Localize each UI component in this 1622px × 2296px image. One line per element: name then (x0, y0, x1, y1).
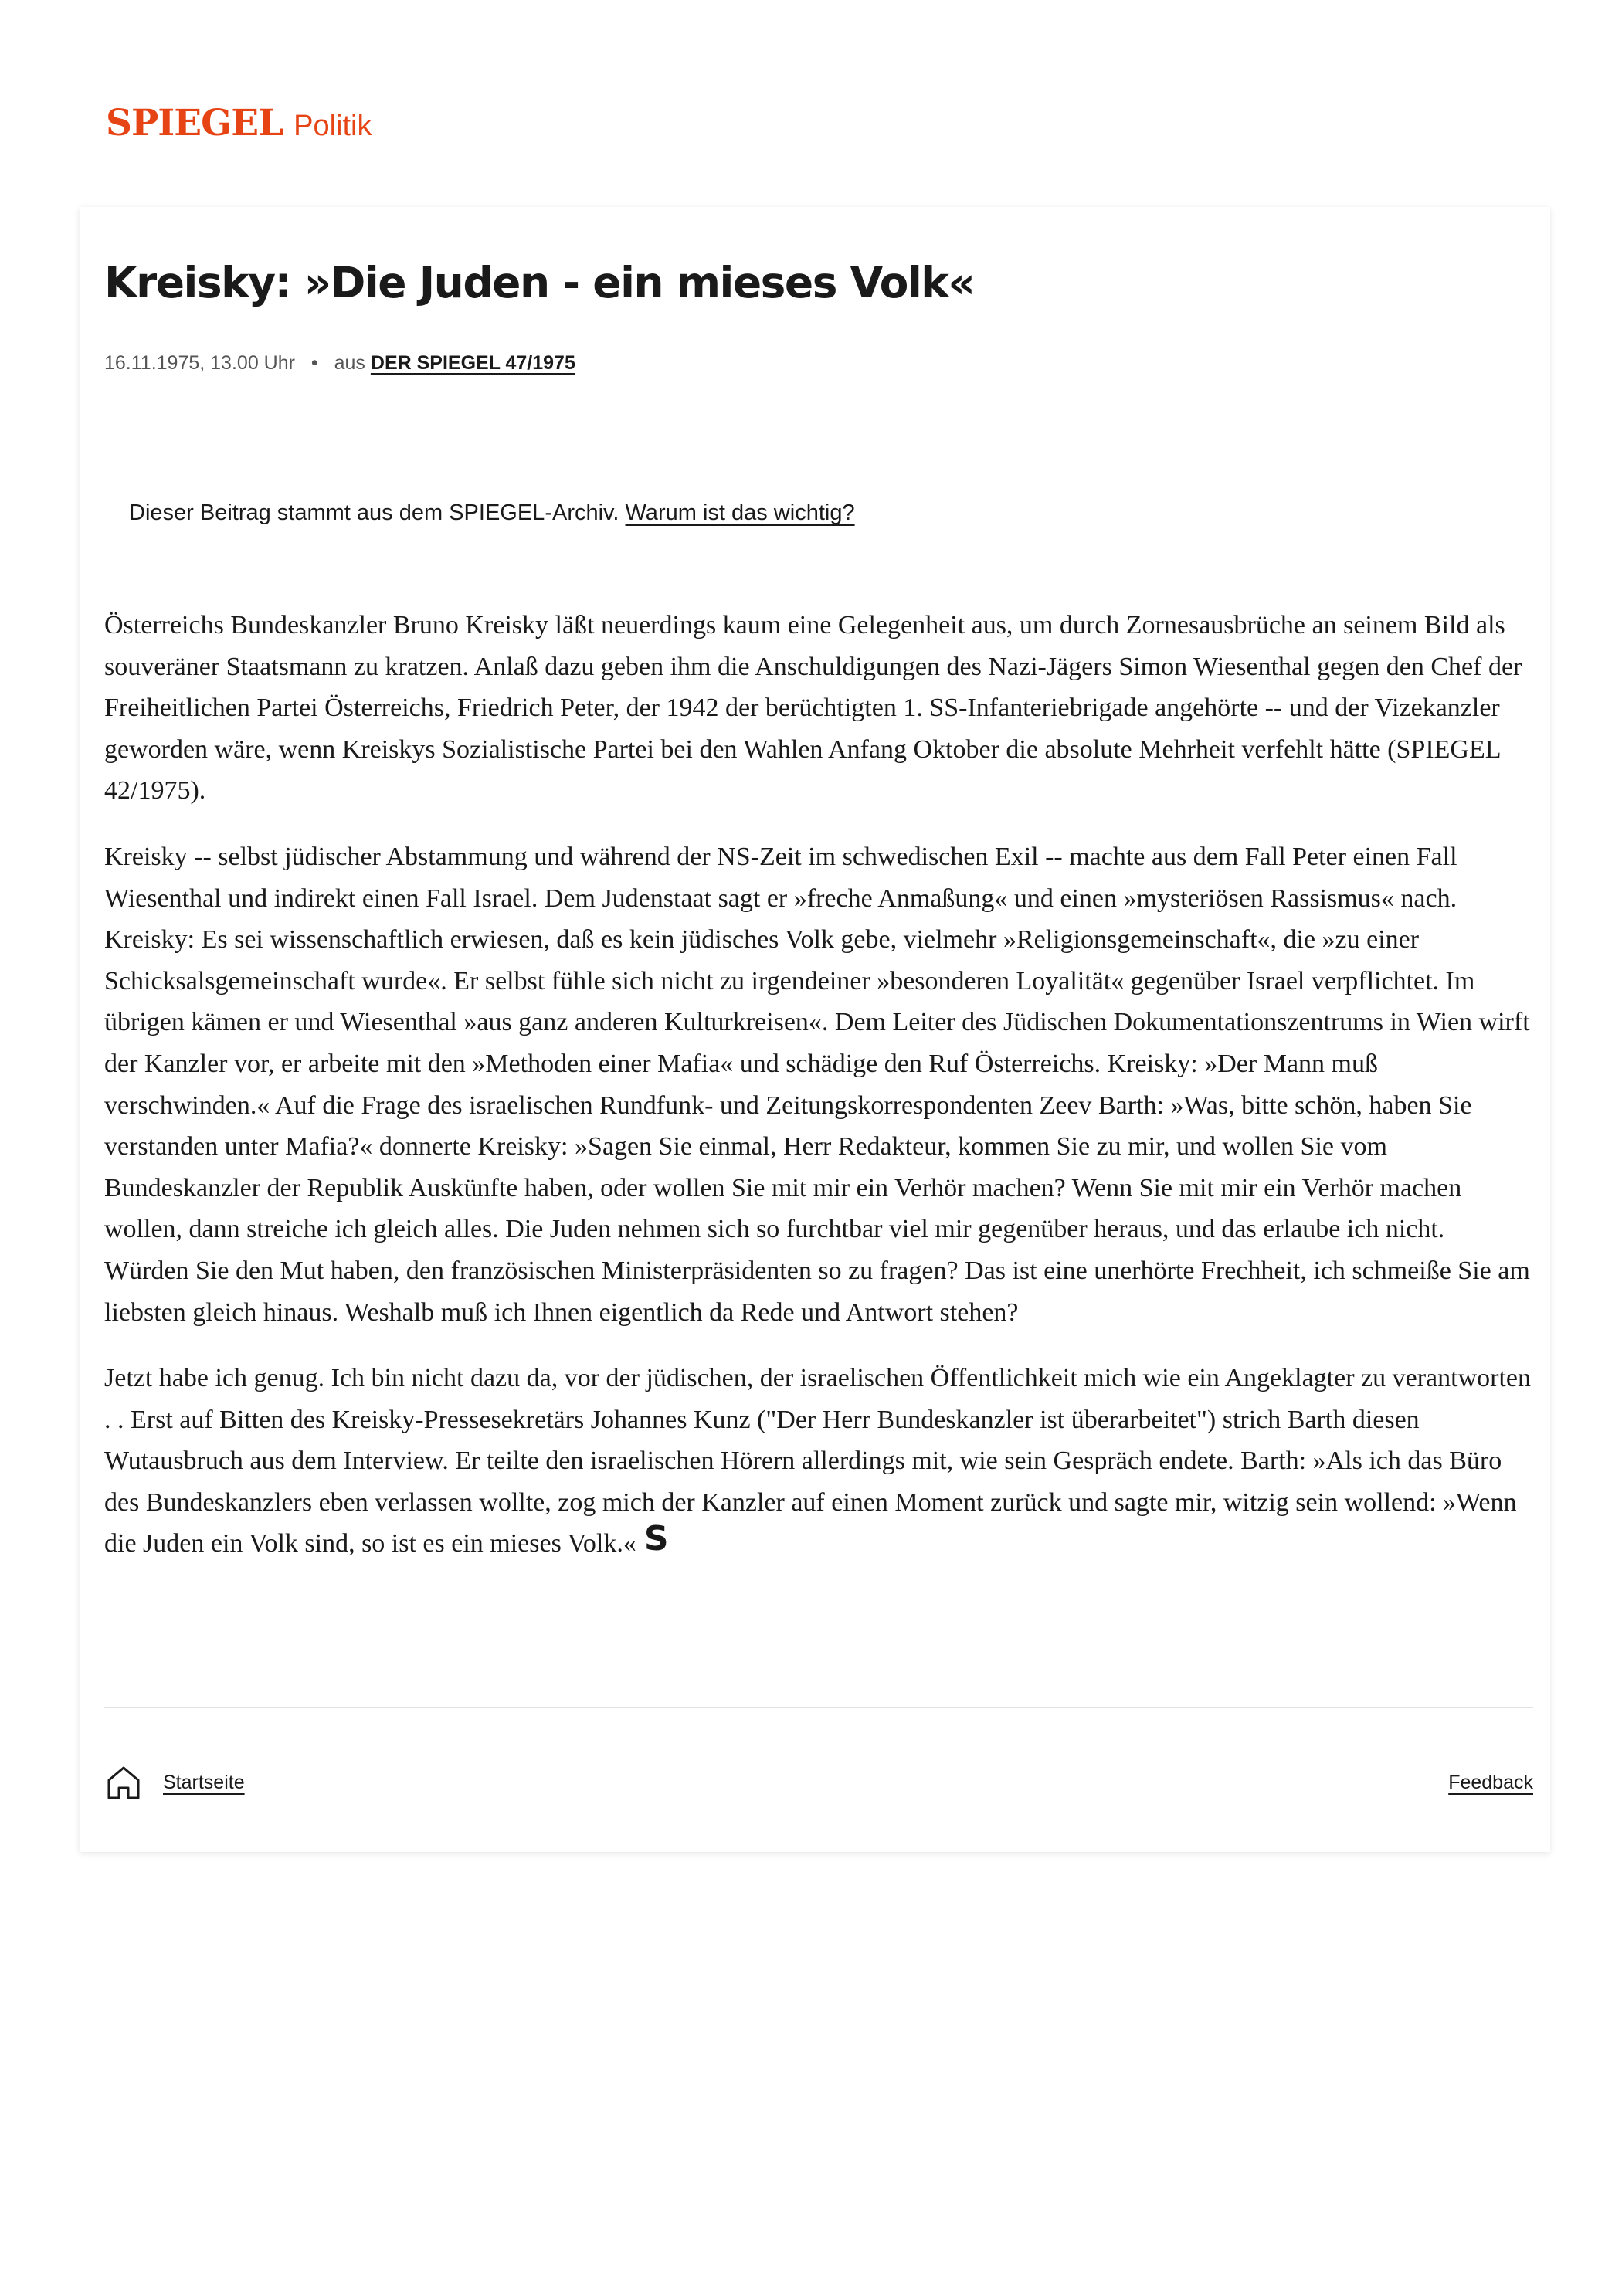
article-paragraph-text: Jetzt habe ich genug. Ich bin nicht dazu da, vor der jüdischen, der israelischen Öffentlichkeit mich wie ein Angeklagter zu verantworten . . Erst auf Bitten des Kreisky-Pressesekretärs Johannes Kunz ("Der Herr Bundeskanzler ist überarbeitet") strich Barth diesen Wutausbruch aus dem Interview. Er teilte den israelischen Hörern allerdings mit, wie sein Gespräch endete. Barth: »Als ich das Büro des Bundeskanzlers eben verlassen wollte, zog mich der Kanzler auf einen Moment zurück und sagte mir, witzig sein wollend: »Wenn die Juden ein Volk sind, so ist es ein mieses Volk.« (104, 1364, 1531, 1558)
archive-notice (129, 500, 855, 526)
spiegel-logo[interactable]: SPIEGEL (106, 102, 283, 144)
article-card (80, 207, 1550, 1852)
article-paragraph: Österreichs Bundeskanzler Bruno Kreisky läßt neuerdings kaum eine Gelegenheit aus, um durch Zornesausbrüche an seinem Bild als souveräner Staatsmann zu kratzen. Anlaß dazu geben ihm die Anschuldigungen des Nazi-Jägers Simon Wiesenthal gegen den Chef der Freiheitlichen Partei Österreichs, Friedrich Peter, der 1942 der berüchtigten 1. SS-Infanteriebrigade angehörte -- und der Vizekanzler geworden wäre, wenn Kreiskys Sozialistische Partei bei den Wahlen Anfang Oktober die absolute Mehrheit verfehlt hätte (SPIEGEL 42/1975). (104, 611, 1522, 805)
end-mark-icon: S (643, 1519, 669, 1559)
home-link[interactable] (104, 1763, 245, 1802)
meta-separator: • (310, 352, 318, 374)
section-link-politik[interactable]: Politik (294, 110, 372, 142)
feedback-link[interactable]: Feedback (1448, 1771, 1533, 1793)
article-paragraph: Kreisky -- selbst jüdischer Abstammung und während der NS-Zeit im schwedischen Exil -- machte aus dem Fall Peter einen Fall Wiesenthal und indirekt einen Fall Israel. Dem Judenstaat sagt er »freche Anmaßung« und einen »mysteriösen Rassismus« nach. Kreisky: Es sei wissenschaftlich erwiesen, daß es kein jüdisches Volk gebe, vielmehr »Religionsgemeinschaft«, die »zu einer Schicksalsgemeinschaft wurde«. Er selbst fühle sich nicht zu irgendeiner »besonderen Loyalität« gegenüber Israel verpflichtet. Im übrigen kämen er und Wiesenthal »aus ganz anderen Kulturkreisen«. Dem Leiter des Jüdischen Dokumentationszentrums in Wien wirft der Kanzler vor, er arbeite mit den »Methoden einer Mafia« und schädige den Ruf Österreichs. Kreisky: »Der Mann muß verschwinden.« Auf die Frage des israelischen Rundfunk- und Zeitungskorrespondenten Zeev Barth: »Was, bitte schön, haben Sie verstanden unter Mafia?« donnerte Kreisky: »Sagen Sie einmal, Herr Redakteur, kommen Sie zu mir, und wollen Sie vom Bundeskanzler der Republik Auskünfte haben, oder wollen Sie mit mir ein Verhör machen? Wenn Sie mit mir ein Verhör machen wollen, dann streiche ich gleich alles. Die Juden nehmen sich so furchtbar viel mir gegenüber heraus, und das erlaube ich nicht. Würden Sie den Mut haben, den französischen Ministerpräsidenten so zu fragen? Das ist eine unerhörte Frechheit, ich schmeiße Sie am liebsten gleich hinaus. Weshalb muß ich Ihnen eigentlich da Rede und Antwort stehen? (104, 842, 1530, 1327)
article-meta (104, 352, 575, 375)
article-footer (104, 1759, 1533, 1806)
site-header (106, 102, 372, 148)
footer-divider (104, 1707, 1533, 1708)
source-prefix: aus (334, 352, 365, 374)
article-title: Kreisky: »Die Juden - ein mieses Volk« (104, 258, 975, 307)
publish-date: 16.11.1975, 13.00 Uhr (104, 352, 295, 374)
archive-why-link[interactable]: Warum ist das wichtig? (625, 500, 855, 525)
article-body (104, 605, 1533, 1589)
article-paragraph-last (104, 1358, 1533, 1565)
issue-link[interactable]: DER SPIEGEL 47/1975 (370, 352, 575, 374)
home-icon (104, 1763, 143, 1802)
home-link-label[interactable]: Startseite (163, 1771, 245, 1793)
archive-notice-text: Dieser Beitrag stammt aus dem SPIEGEL-Archiv. (129, 500, 619, 525)
